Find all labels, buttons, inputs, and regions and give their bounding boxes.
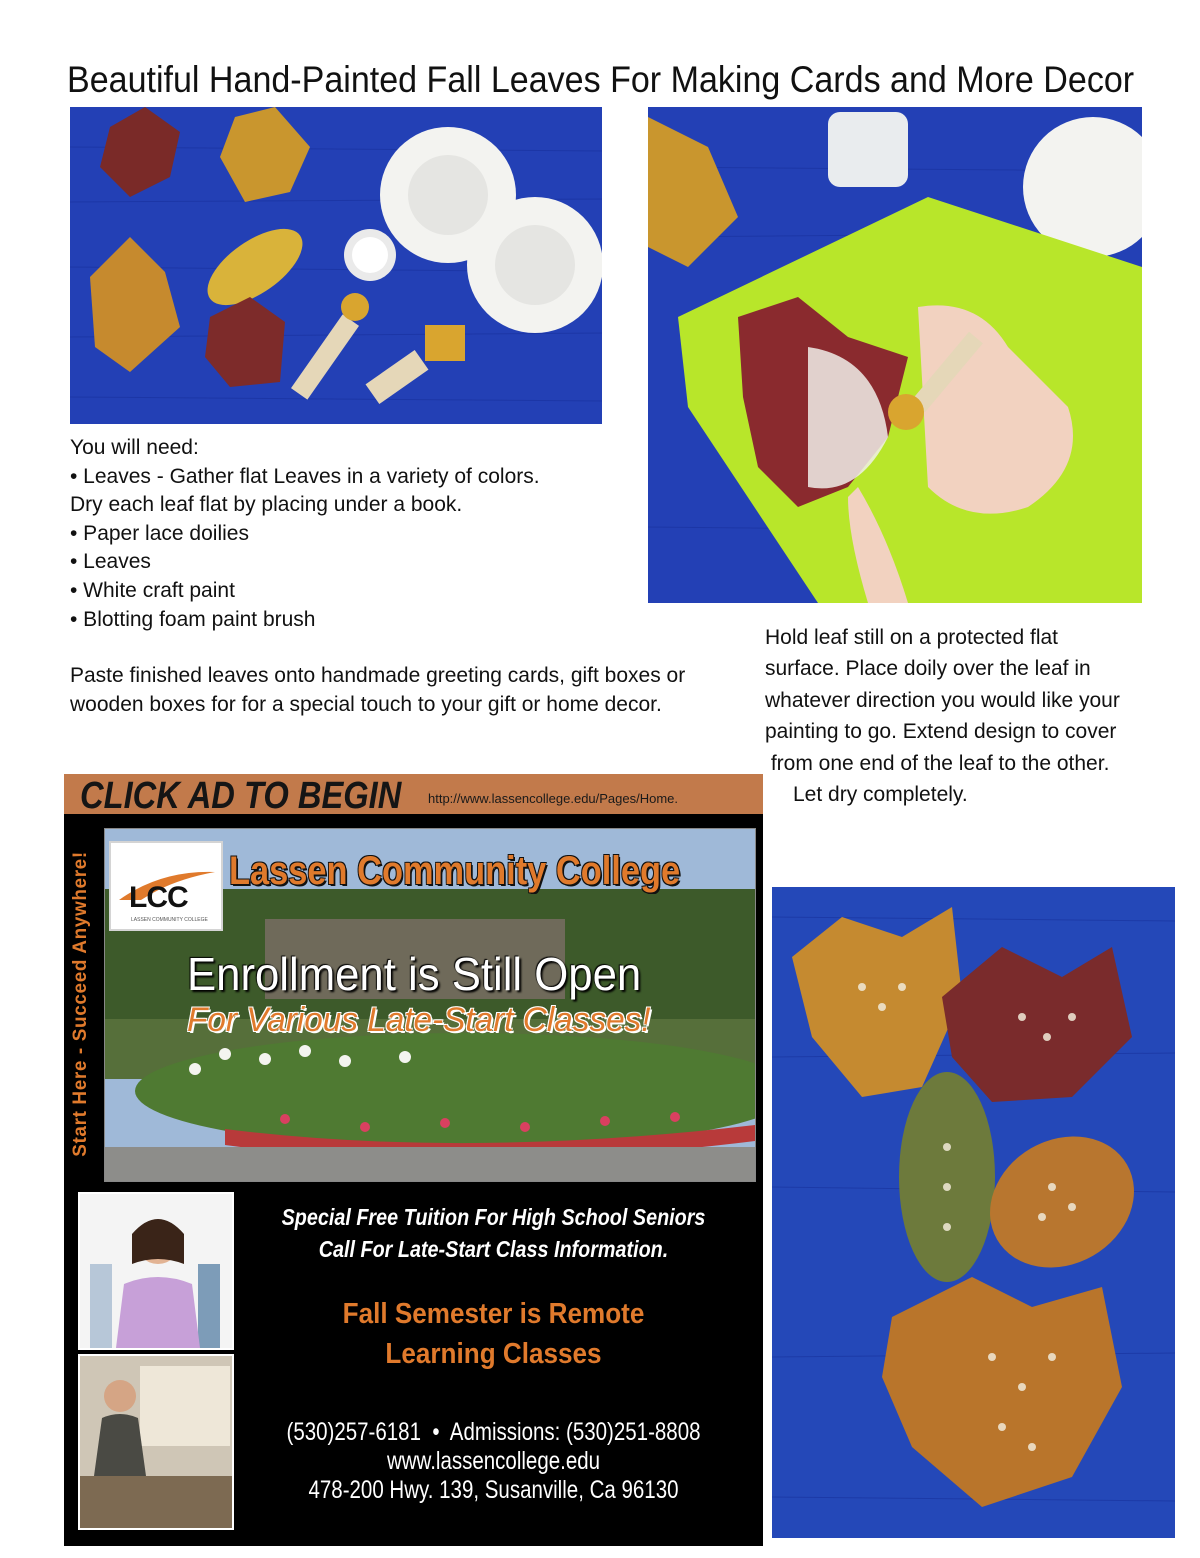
- ad-banner[interactable]: [104, 828, 756, 1182]
- ad-header[interactable]: [64, 774, 763, 817]
- instruction-line: from one end of the leaf to the other.: [765, 751, 1110, 775]
- logo-text: LCC: [129, 881, 188, 914]
- student-photo: [78, 1192, 234, 1350]
- phone-numbers[interactable]: (530)257-6181 • Admissions: (530)251-8808: [286, 1418, 701, 1446]
- supplies-item: • Leaves: [70, 550, 151, 574]
- fall-semester-line2: Learning Classes: [385, 1338, 602, 1370]
- instruction-line: whatever direction you would like your: [765, 688, 1120, 712]
- workshop-photo: [78, 1354, 234, 1530]
- college-name: Lassen Community College: [229, 849, 681, 893]
- click-ad-label[interactable]: CLICK AD TO BEGIN: [80, 775, 402, 817]
- page-title: Beautiful Hand-Painted Fall Leaves For Making Cards and More Decor: [67, 59, 1135, 100]
- instruction-line: surface. Place doily over the leaf in: [765, 657, 1091, 681]
- supplies-item: • Leaves - Gather flat Leaves in a variety of colors.: [70, 464, 540, 488]
- enrollment-headline: Enrollment is Still Open: [187, 948, 642, 1000]
- college-ad[interactable]: [64, 774, 763, 1546]
- painting-photo: [648, 107, 1142, 603]
- supplies-item: • Paper lace doilies: [70, 521, 249, 545]
- call-info: Call For Late-Start Class Information.: [318, 1236, 669, 1262]
- ad-url-link[interactable]: http://www.lassencollege.edu/Pages/Home.: [428, 791, 679, 806]
- supplies-item: Dry each leaf flat by placing under a book.: [70, 493, 463, 517]
- enrollment-subheadline: For Various Late-Start Classes!: [187, 1001, 651, 1039]
- instruction-line: Let dry completely.: [793, 783, 968, 807]
- logo-subtext: LASSEN COMMUNITY COLLEGE: [131, 917, 208, 923]
- fall-semester-line1: Fall Semester is Remote: [342, 1298, 645, 1330]
- supplies-heading: You will need:: [70, 436, 199, 459]
- tuition-offer: Special Free Tuition For High School Seniors: [281, 1204, 706, 1230]
- supplies-item: • Blotting foam paint brush: [70, 607, 316, 631]
- finished-leaves-photo: [772, 887, 1175, 1538]
- supplies-item: • White craft paint: [70, 578, 235, 602]
- paste-instructions: Paste finished leaves onto handmade greeting cards, gift boxes or wooden boxes for for a special touch to your gift or home decor.: [70, 664, 686, 716]
- supplies-list: [70, 434, 630, 634]
- lcc-logo: [109, 841, 223, 931]
- college-website[interactable]: www.lassencollege.edu: [386, 1447, 601, 1475]
- instruction-line: Hold leaf still on a protected flat: [765, 626, 1058, 649]
- instruction-line: painting to go. Extend design to cover: [765, 720, 1117, 744]
- ad-slogan-text: Start Here - Succeed Anywhere!: [70, 851, 91, 1157]
- college-address: 478-200 Hwy. 139, Susanville, Ca 96130: [308, 1476, 679, 1504]
- supplies-photo: [70, 107, 602, 424]
- ad-slogan: [66, 822, 96, 1186]
- painting-instructions: [765, 622, 1185, 810]
